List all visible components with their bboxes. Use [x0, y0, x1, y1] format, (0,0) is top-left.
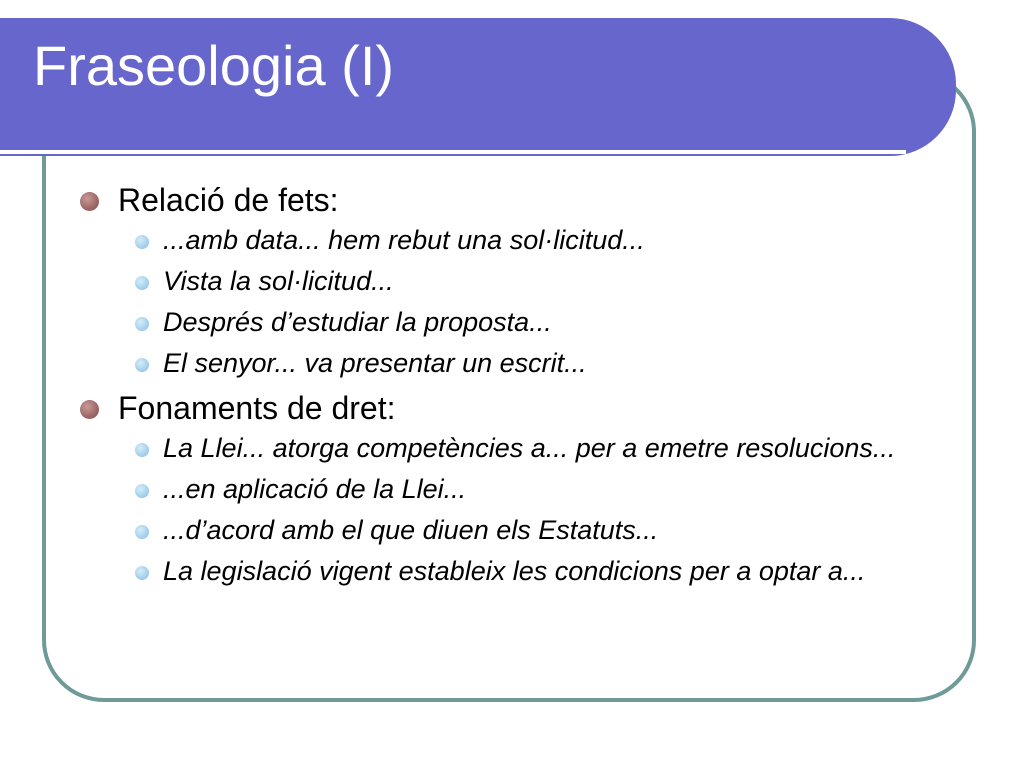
list-item [80, 514, 940, 546]
sublist-container [80, 432, 940, 587]
section-heading: Relació de fets: [118, 182, 339, 218]
bullet-dot-icon [135, 525, 149, 539]
list-item-text: ...d’acord amb el que diuen els Estatuts... [163, 515, 659, 545]
bullet-dot-icon [135, 358, 149, 372]
list-item-text: Després d’estudiar la proposta... [163, 307, 552, 337]
slide-title: Fraseologia (I) [33, 34, 395, 97]
list-item-text: ...en aplicació de la Llei... [163, 474, 467, 504]
slide-content [80, 180, 940, 596]
list-item [80, 473, 940, 505]
section-relacio-de-fets [80, 180, 940, 220]
list-item [80, 306, 940, 338]
bullet-dot-icon [135, 443, 149, 457]
list-item [80, 224, 940, 256]
bullet-dot-icon [135, 235, 149, 249]
section-fonaments-de-dret [80, 388, 940, 428]
list-item-text: La legislació vigent estableix les condicions per a optar a... [163, 556, 866, 586]
list-item [80, 347, 940, 379]
list-item [80, 555, 940, 587]
list-item-text: La Llei... atorga competències a... per a emetre resolucions... [163, 433, 896, 463]
bullet-dot-icon [80, 400, 99, 419]
bullet-dot-icon [135, 317, 149, 331]
bullet-list [80, 180, 940, 587]
list-item [80, 432, 940, 464]
list-item-text: ...amb data... hem rebut una sol·licitud... [163, 225, 645, 255]
bullet-dot-icon [135, 276, 149, 290]
bullet-dot-icon [135, 566, 149, 580]
section-heading: Fonaments de dret: [118, 390, 396, 426]
list-item-text: El senyor... va presentar un escrit... [163, 348, 587, 378]
sub-bullet-list [80, 224, 940, 379]
bullet-dot-icon [135, 484, 149, 498]
list-item-text: Vista la sol·licitud... [163, 266, 394, 296]
list-item [80, 265, 940, 297]
sub-bullet-list [80, 432, 940, 587]
bullet-dot-icon [80, 192, 99, 211]
sublist-container [80, 224, 940, 379]
title-underline [0, 150, 906, 154]
